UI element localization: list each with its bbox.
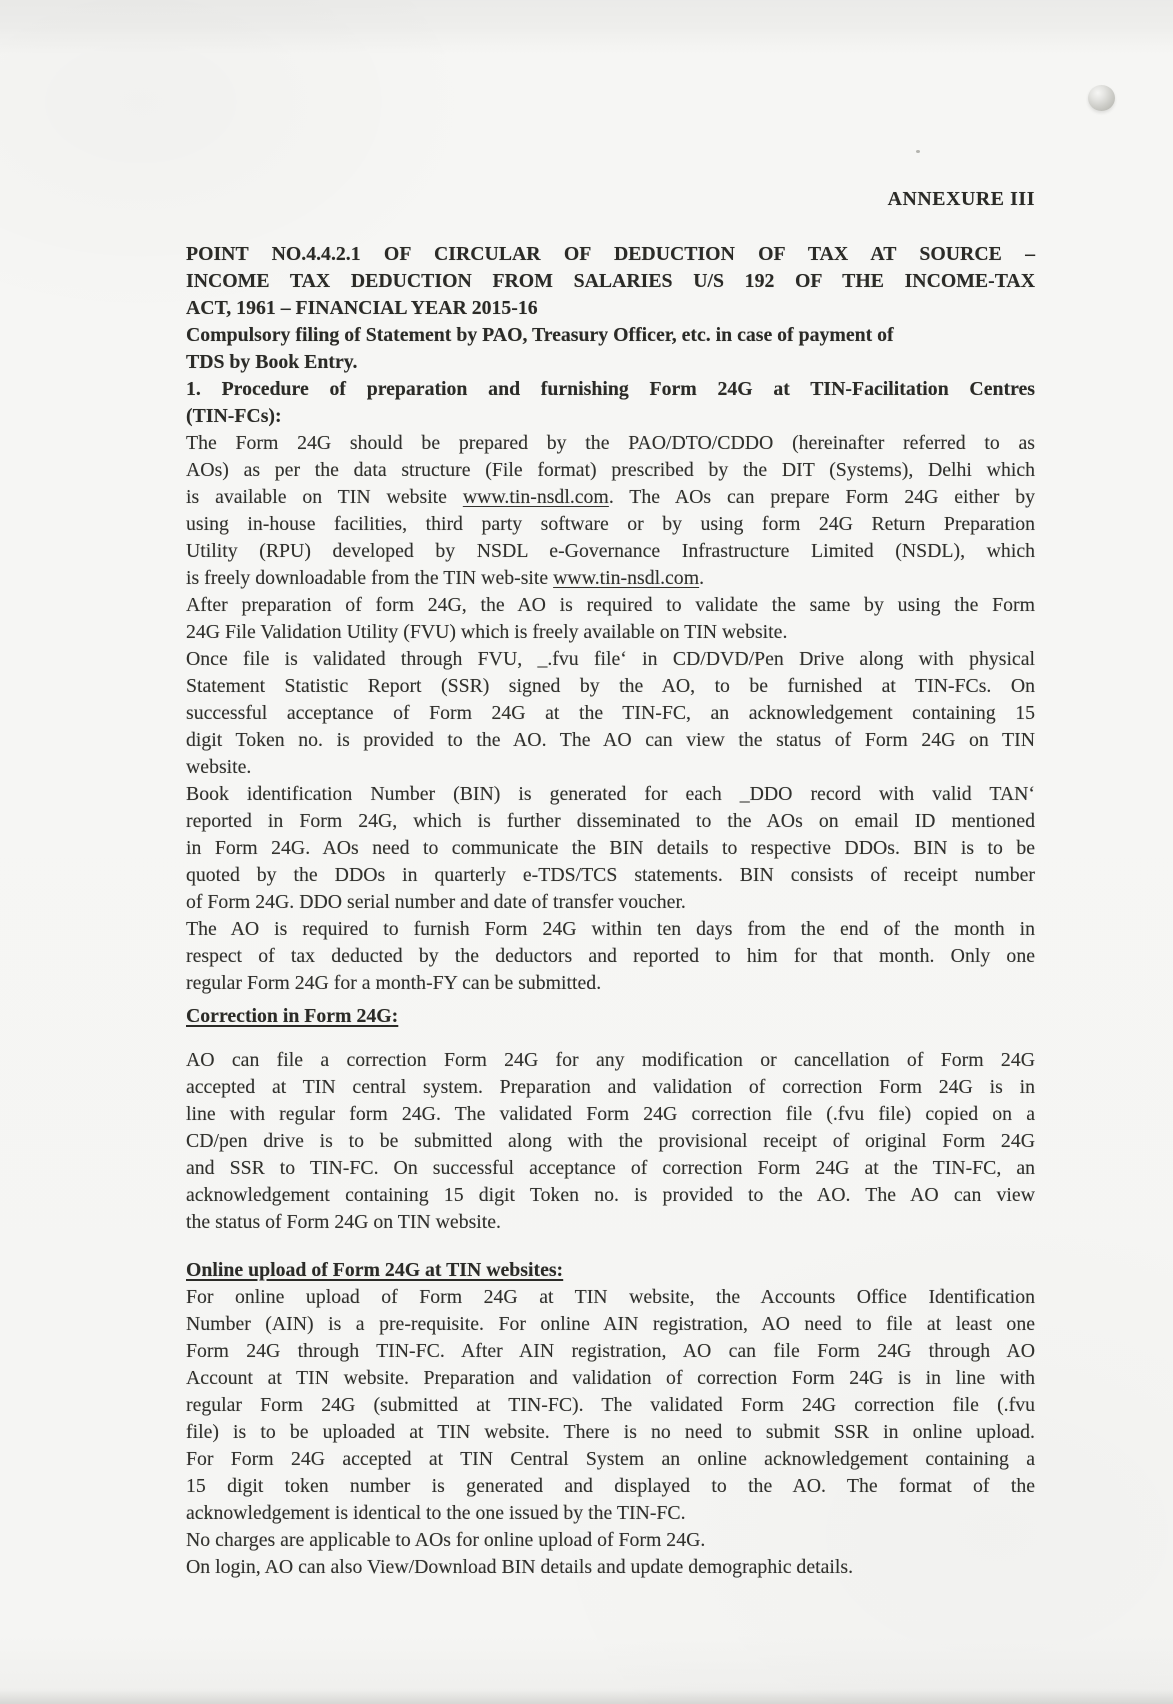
text-line — [186, 1047, 1035, 1074]
text-run: is available on TIN website — [186, 486, 463, 508]
text-line — [186, 349, 1035, 376]
text-run: acknowledgement containing 15 digit Token no. is provided to the AO. The AO can view — [186, 1184, 1035, 1206]
text-line — [186, 781, 1035, 808]
text-run: TDS by Book Entry. — [186, 351, 358, 373]
text-line — [186, 889, 1035, 916]
paragraph-correction — [186, 1047, 1035, 1236]
text-run: Form 24G through TIN-FC. After AIN registration, AO can file Form 24G through AO — [186, 1340, 1035, 1362]
heading-correction — [186, 1003, 1035, 1030]
text-run: file) is to be uploaded at TIN website. There is no need to submit SSR in online upload. — [186, 1421, 1035, 1443]
text-line — [186, 862, 1035, 889]
text-run: in Form 24G. AOs need to communicate the BIN details to respective DDOs. BIN is to be — [186, 837, 1035, 859]
text-line — [186, 322, 1035, 349]
text-line — [186, 538, 1035, 565]
text-line — [186, 1554, 1035, 1581]
text-line — [186, 241, 1035, 268]
text-run: After preparation of form 24G, the AO is required to validate the same by using the Form — [186, 594, 1035, 616]
text-run: Compulsory filing of Statement by PAO, Treasury Officer, etc. in case of payment of — [186, 324, 894, 346]
text-run: INCOME TAX DEDUCTION FROM SALARIES U/S 192 OF THE INCOME-TAX — [186, 270, 1035, 292]
title-heading-block — [186, 241, 1035, 430]
paragraph-online-upload — [186, 1284, 1035, 1527]
text-run: Book identification Number (BIN) is generated for each _DDO record with valid TAN‘ — [186, 783, 1035, 805]
text-run: The AO is required to furnish Form 24G within ten days from the end of the month in — [186, 918, 1035, 940]
text-run: ACT, 1961 – FINANCIAL YEAR 2015-16 — [186, 297, 538, 319]
heading-online-upload — [186, 1257, 1035, 1284]
text-run: CD/pen drive is to be submitted along with the provisional receipt of original Form 24G — [186, 1130, 1035, 1152]
text-run: AO can file a correction Form 24G for any modification or cancellation of Form 24G — [186, 1049, 1035, 1071]
text-run: Correction in Form 24G: — [186, 1005, 399, 1027]
text-line — [186, 808, 1035, 835]
text-run: the status of Form 24G on TIN website. — [186, 1211, 502, 1233]
text-run: . The AOs can prepare Form 24G either by — [608, 486, 1035, 508]
text-run: 15 digit token number is generated and displayed to the AO. The format of the — [186, 1475, 1035, 1497]
text-line — [186, 1284, 1035, 1311]
text-line — [186, 619, 1035, 646]
text-run: digit Token no. is provided to the AO. The AO can view the status of Form 24G on TIN — [186, 729, 1035, 751]
annexure-label: ANNEXURE III — [887, 188, 1035, 210]
scan-blob-icon — [1088, 85, 1115, 111]
text-line — [186, 1074, 1035, 1101]
text-line — [186, 565, 1035, 592]
paragraph-timeline — [186, 916, 1035, 997]
text-run: Utility (RPU) developed by NSDL e-Governance Infrastructure Limited (NSDL), which — [186, 540, 1035, 562]
text-line — [186, 916, 1035, 943]
paragraph-login — [186, 1554, 1035, 1581]
text-run: POINT NO.4.4.2.1 OF CIRCULAR OF DEDUCTION OF TAX AT SOURCE – — [186, 243, 1035, 265]
text-line — [186, 457, 1035, 484]
text-line — [186, 1311, 1035, 1338]
text-run: AOs) as per the data structure (File format) prescribed by the DIT (Systems), Delhi which — [186, 459, 1035, 481]
text-line — [186, 295, 1035, 322]
text-line — [186, 1392, 1035, 1419]
text-line — [186, 511, 1035, 538]
text-run: The Form 24G should be prepared by the PAO/DTO/CDDO (hereinafter referred to as — [186, 432, 1035, 454]
text-line — [186, 1101, 1035, 1128]
text-line — [186, 1003, 1035, 1030]
text-run: Statement Statistic Report (SSR) signed by the AO, to be furnished at TIN-FCs. On — [186, 675, 1035, 697]
text-line — [186, 646, 1035, 673]
document-body — [186, 241, 1035, 1581]
text-line — [186, 1365, 1035, 1392]
paragraph-form24g-preparation — [186, 430, 1035, 592]
paragraph-no-charges — [186, 1527, 1035, 1554]
text-run: quoted by the DDOs in quarterly e-TDS/TCS statements. BIN consists of receipt number — [186, 864, 1035, 886]
text-line — [186, 1257, 1035, 1284]
paragraph-bin — [186, 781, 1035, 916]
text-line — [186, 700, 1035, 727]
text-line — [186, 1527, 1035, 1554]
text-line — [186, 835, 1035, 862]
text-run: 24G File Validation Utility (FVU) which is freely available on TIN website. — [186, 621, 788, 643]
text-line — [186, 970, 1035, 997]
paragraph-furnishing — [186, 646, 1035, 781]
text-run: regular Form 24G for a month-FY can be submitted. — [186, 972, 602, 994]
text-line — [186, 1338, 1035, 1365]
text-line — [186, 1128, 1035, 1155]
text-run: acknowledgement is identical to the one issued by the TIN-FC. — [186, 1502, 686, 1524]
text-line — [186, 403, 1035, 430]
text-line — [186, 592, 1035, 619]
text-line — [186, 1182, 1035, 1209]
text-run: successful acceptance of Form 24G at the TIN-FC, an acknowledgement containing 15 — [186, 702, 1035, 724]
text-line — [186, 1473, 1035, 1500]
text-line — [186, 1209, 1035, 1236]
text-run: 1. Procedure of preparation and furnishing Form 24G at TIN-Facilitation Centres — [186, 378, 1035, 400]
text-line — [186, 1155, 1035, 1182]
text-run: Account at TIN website. Preparation and validation of correction Form 24G is in line with — [186, 1367, 1035, 1389]
text-line — [186, 376, 1035, 403]
text-line — [186, 430, 1035, 457]
text-run: is freely downloadable from the TIN web-site — [186, 567, 554, 589]
text-line — [186, 484, 1035, 511]
text-run: . — [699, 567, 705, 589]
website-link-text: www.tin-nsdl.com — [553, 567, 700, 589]
text-line — [186, 754, 1035, 781]
text-run: No charges are applicable to AOs for online upload of Form 24G. — [186, 1529, 706, 1551]
text-run: On login, AO can also View/Download BIN details and update demographic details. — [186, 1556, 854, 1578]
text-run: website. — [186, 756, 252, 778]
text-line — [186, 1500, 1035, 1527]
text-run: For Form 24G accepted at TIN Central System an online acknowledgement containing a — [186, 1448, 1035, 1470]
text-line — [186, 268, 1035, 295]
text-line — [186, 943, 1035, 970]
text-line — [186, 673, 1035, 700]
text-line — [186, 1446, 1035, 1473]
text-run: Online upload of Form 24G at TIN websites: — [186, 1259, 564, 1281]
website-link-text: www.tin-nsdl.com — [462, 486, 609, 508]
text-line — [186, 1419, 1035, 1446]
scan-edge-shade-top — [0, 0, 1173, 36]
text-run: line with regular form 24G. The validated Form 24G correction file (.fvu file) copied on a — [186, 1103, 1035, 1125]
text-run: reported in Form 24G, which is further disseminated to the AOs on email ID mentioned — [186, 810, 1035, 832]
text-line — [186, 727, 1035, 754]
text-run: For online upload of Form 24G at TIN website, the Accounts Office Identification — [186, 1286, 1035, 1308]
text-run: (TIN-FCs): — [186, 405, 282, 427]
text-run: and SSR to TIN-FC. On successful acceptance of correction Form 24G at the TIN-FC, an — [186, 1157, 1035, 1179]
text-run: Once file is validated through FVU, _.fvu file‘ in CD/DVD/Pen Drive along with physical — [186, 648, 1035, 670]
paragraph-validation — [186, 592, 1035, 646]
text-run: Number (AIN) is a pre-requisite. For online AIN registration, AO need to file at least one — [186, 1313, 1035, 1335]
text-run: accepted at TIN central system. Preparation and validation of correction Form 24G is in — [186, 1076, 1035, 1098]
scan-edge-shade-bottom — [0, 1690, 1173, 1704]
text-run: of Form 24G. DDO serial number and date of transfer voucher. — [186, 891, 686, 913]
scan-speck — [916, 150, 920, 153]
text-run: using in-house facilities, third party software or by using form 24G Return Preparation — [186, 513, 1035, 535]
text-run: respect of tax deducted by the deductors and reported to him for that month. Only one — [186, 945, 1035, 967]
text-run: regular Form 24G (submitted at TIN-FC). The validated Form 24G correction file (.fvu — [186, 1394, 1035, 1416]
